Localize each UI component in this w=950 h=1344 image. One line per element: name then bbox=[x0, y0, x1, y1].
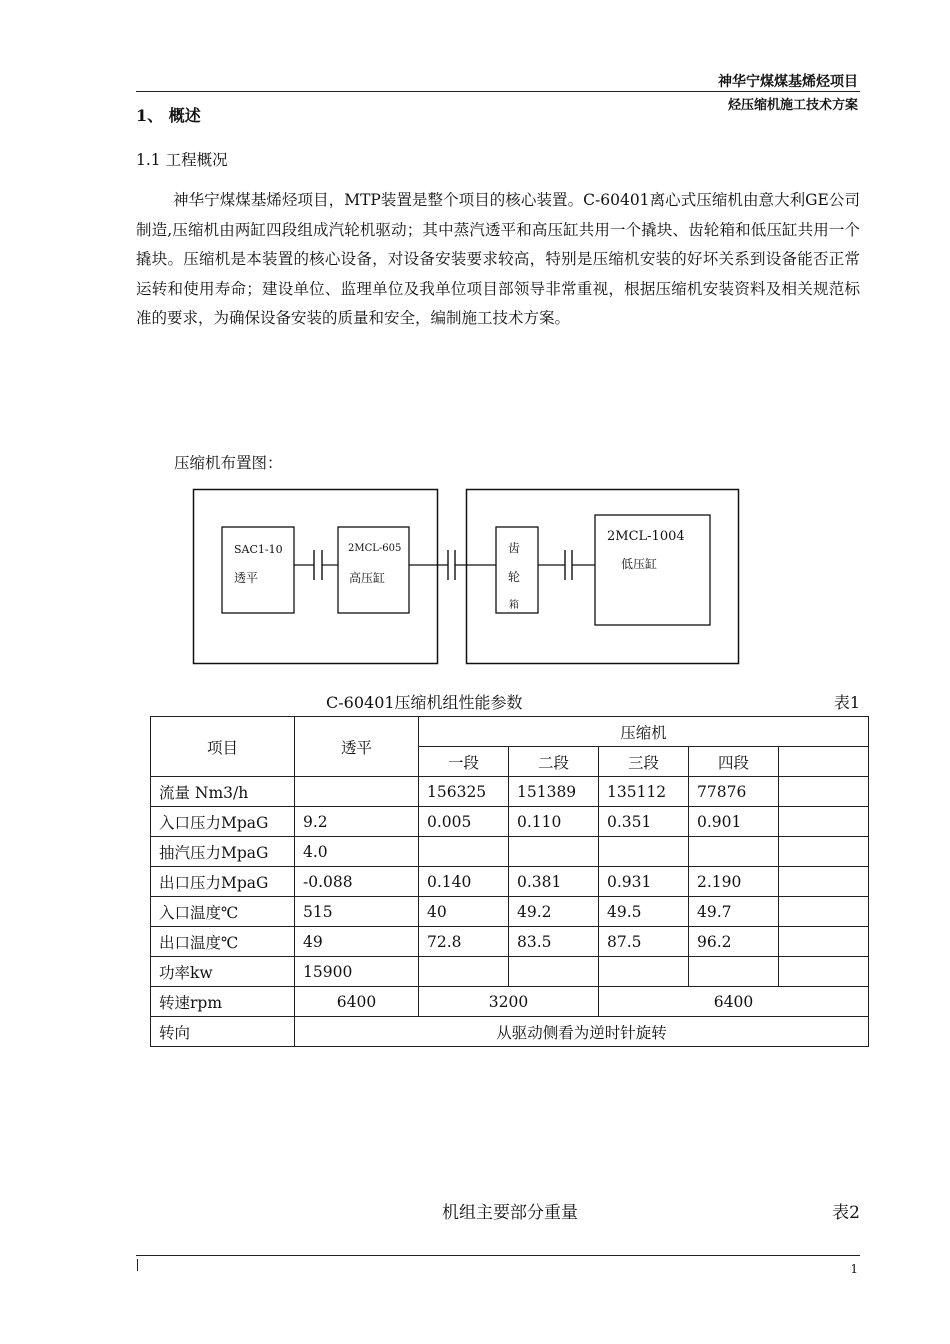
table-cell-s2: 0.110 bbox=[509, 807, 599, 837]
table-cell-s1: 0.005 bbox=[419, 807, 509, 837]
table-cell-s4 bbox=[689, 957, 779, 987]
table-cell-turbine bbox=[295, 777, 419, 807]
table-cell-s3: 0.931 bbox=[599, 867, 689, 897]
table-row bbox=[151, 777, 869, 807]
table-cell-label: 出口温度℃ bbox=[151, 927, 295, 957]
table-cell-turbine: 4.0 bbox=[295, 837, 419, 867]
compressor-layout-diagram bbox=[190, 486, 742, 666]
table1-number: 表1 bbox=[833, 693, 860, 712]
table-cell-s3: 87.5 bbox=[599, 927, 689, 957]
speed-label: 转速rpm bbox=[151, 987, 295, 1017]
hp-model-label: 2MCL-605 bbox=[348, 543, 402, 554]
skid-frame-turbine-hp bbox=[194, 490, 438, 664]
table-row-rotation bbox=[151, 1017, 869, 1047]
table-cell-s2 bbox=[509, 957, 599, 987]
speed-lp: 3200 bbox=[419, 987, 599, 1017]
table-cell-s4: 77876 bbox=[689, 777, 779, 807]
table-cell-s4: 0.901 bbox=[689, 807, 779, 837]
table-cell-s1: 40 bbox=[419, 897, 509, 927]
table-cell-turbine: -0.088 bbox=[295, 867, 419, 897]
header-item: 项目 bbox=[151, 717, 295, 777]
table-cell-empty bbox=[779, 957, 869, 987]
gearbox-label-char-2: 轮 bbox=[508, 570, 521, 584]
table-cell-s3: 0.351 bbox=[599, 807, 689, 837]
hp-casing-box bbox=[338, 527, 409, 613]
table-cell-label: 流量 Nm3/h bbox=[151, 777, 295, 807]
header-project-title: 神华宁煤煤基烯烃项目 bbox=[718, 74, 858, 90]
table2-number: 表2 bbox=[832, 1203, 860, 1223]
table-body bbox=[151, 777, 869, 987]
table-cell-empty bbox=[779, 777, 869, 807]
table-cell-label: 功率kw bbox=[151, 957, 295, 987]
table-cell-s4: 96.2 bbox=[689, 927, 779, 957]
header-turbine: 透平 bbox=[295, 717, 419, 777]
table-cell-s1 bbox=[419, 957, 509, 987]
turbine-name-label: 透平 bbox=[234, 571, 259, 585]
subsection-heading: 1.1 工程概况 bbox=[136, 151, 228, 169]
table-cell-s4: 49.7 bbox=[689, 897, 779, 927]
table-cell-s2: 83.5 bbox=[509, 927, 599, 957]
table-cell-turbine: 9.2 bbox=[295, 807, 419, 837]
header-stage-2: 二段 bbox=[509, 747, 599, 777]
table-cell-label: 出口压力MpaG bbox=[151, 867, 295, 897]
page-number: 1 bbox=[850, 1262, 858, 1276]
rotation-label: 转向 bbox=[151, 1017, 295, 1047]
header-stage-4: 四段 bbox=[689, 747, 779, 777]
table-cell-s3 bbox=[599, 957, 689, 987]
table-cell-s4: 2.190 bbox=[689, 867, 779, 897]
header-document-title: 烃压缩机施工技术方案 bbox=[727, 98, 858, 113]
table-cell-s1: 72.8 bbox=[419, 927, 509, 957]
table-cell-turbine: 15900 bbox=[295, 957, 419, 987]
table-row-speed bbox=[151, 987, 869, 1017]
section-heading: 1、 概述 bbox=[136, 106, 201, 125]
table-cell-s2: 151389 bbox=[509, 777, 599, 807]
turbine-model-label: SAC1-10 bbox=[234, 543, 283, 556]
table2-caption: 机组主要部分重量 bbox=[442, 1203, 578, 1223]
table-cell-s1 bbox=[419, 837, 509, 867]
table-cell-empty bbox=[779, 807, 869, 837]
performance-table bbox=[150, 716, 869, 1047]
footer-mark bbox=[137, 1259, 138, 1271]
table-cell-s3 bbox=[599, 837, 689, 867]
turbine-box bbox=[222, 527, 294, 613]
table-row bbox=[151, 867, 869, 897]
table1-caption: C-60401压缩机组性能参数 bbox=[326, 693, 523, 712]
speed-turbine: 6400 bbox=[295, 987, 419, 1017]
table-cell-empty bbox=[779, 897, 869, 927]
gearbox-label-char-1: 齿 bbox=[508, 541, 521, 555]
table-cell-s3: 135112 bbox=[599, 777, 689, 807]
table-header-row bbox=[151, 717, 869, 747]
table-cell-s1: 0.140 bbox=[419, 867, 509, 897]
overview-paragraph bbox=[136, 186, 860, 334]
table-cell-s4 bbox=[689, 837, 779, 867]
header-empty bbox=[779, 747, 869, 777]
hp-name-label: 高压缸 bbox=[349, 571, 386, 585]
footer-rule bbox=[136, 1255, 860, 1256]
table-cell-s1: 156325 bbox=[419, 777, 509, 807]
table-cell-label: 入口温度℃ bbox=[151, 897, 295, 927]
table-row bbox=[151, 807, 869, 837]
rotation-value: 从驱动侧看为逆时针旋转 bbox=[295, 1017, 869, 1047]
lp-model-label: 2MCL-1004 bbox=[607, 529, 685, 544]
speed-hp: 6400 bbox=[599, 987, 869, 1017]
table-cell-turbine: 49 bbox=[295, 927, 419, 957]
table-cell-turbine: 515 bbox=[295, 897, 419, 927]
header-stage-3: 三段 bbox=[599, 747, 689, 777]
header-compressor: 压缩机 bbox=[419, 717, 869, 747]
lp-name-label: 低压缸 bbox=[621, 557, 658, 571]
gearbox-label-char-3: 箱 bbox=[509, 600, 519, 611]
table-cell-empty bbox=[779, 867, 869, 897]
table-cell-empty bbox=[779, 837, 869, 867]
overview-paragraph-text: 神华宁煤煤基烯烃项目，MTP装置是整个项目的核心装置。C-60401离心式压缩机由意大利GE公司制造,压缩机由两缸四段组成汽轮机驱动；其中蒸汽透平和高压缸共用一个撬块、齿轮箱和低压缸共用一个撬块。压缩机是本装置的核心设备，对设备安装要求较高，特别是压缩机安装的好坏关系到设备能否正常运转和使用寿命；建设单位、监理单位及我单位项目部领导非常重视，根据压缩机安装资料及相关规范标准的要求，为确保设备安装的质量和安全，编制施工技术方案。 bbox=[136, 191, 860, 327]
table-cell-label: 抽汽压力MpaG bbox=[151, 837, 295, 867]
table-row bbox=[151, 927, 869, 957]
header-rule bbox=[136, 91, 860, 92]
table-cell-label: 入口压力MpaG bbox=[151, 807, 295, 837]
table-cell-empty bbox=[779, 927, 869, 957]
header-stage-1: 一段 bbox=[419, 747, 509, 777]
table-cell-s2: 0.381 bbox=[509, 867, 599, 897]
table-row bbox=[151, 957, 869, 987]
figure-label: 压缩机布置图： bbox=[174, 454, 283, 472]
table-row bbox=[151, 837, 869, 867]
table-row bbox=[151, 897, 869, 927]
table-cell-s3: 49.5 bbox=[599, 897, 689, 927]
table-cell-s2: 49.2 bbox=[509, 897, 599, 927]
table-cell-s2 bbox=[509, 837, 599, 867]
